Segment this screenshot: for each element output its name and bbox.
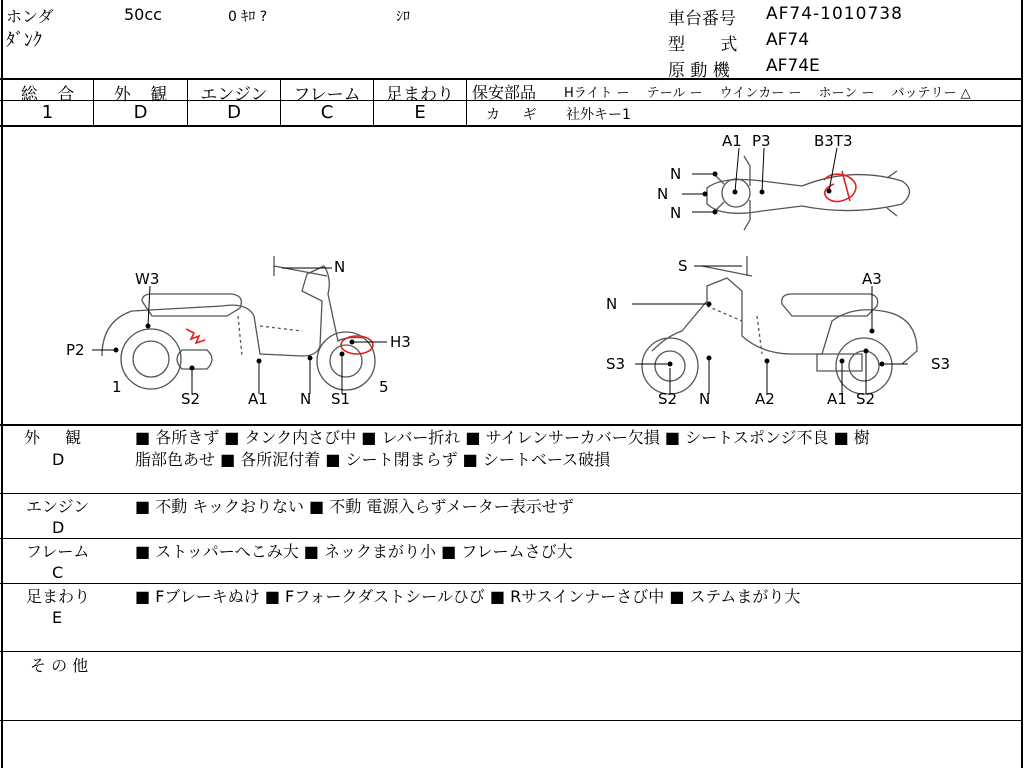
type-label: 型 式 xyxy=(668,35,738,55)
label-left-a1: A1 xyxy=(248,390,268,408)
engine-value: AF74E xyxy=(766,56,820,76)
remark-grade-suspension: E xyxy=(52,608,63,627)
label-right-a1: A1 xyxy=(827,390,847,408)
label-top-n3: N xyxy=(670,204,682,222)
label-top-n1: N xyxy=(670,165,682,183)
label-right-s2-left: S2 xyxy=(658,390,678,408)
label-right-s: S xyxy=(678,257,688,275)
grade-total: 1 xyxy=(41,102,54,123)
grade-suspension: E xyxy=(414,102,426,123)
key-label: カ ギ xyxy=(486,107,537,123)
label-left-n: N xyxy=(300,390,312,408)
remark-cat-other: そ の 他 xyxy=(30,656,89,675)
label-top-a1: A1 xyxy=(722,132,742,150)
grade-frame: C xyxy=(320,102,334,123)
label-left-w3: W3 xyxy=(135,270,160,288)
frame-no: AF74-1010738 xyxy=(766,4,903,24)
remark-cat-exterior: 外 観 xyxy=(24,428,82,447)
key-value: 社外キー1 xyxy=(566,107,631,123)
remark-text-engine: ■ 不動 キックおりない ■ 不動 電源入らずメーター表示せず xyxy=(135,497,574,516)
remark-cat-engine: エンジン xyxy=(26,497,90,516)
grade-header-frame: フレーム xyxy=(293,85,361,105)
model-name: ﾀﾞﾝｸ xyxy=(6,30,42,51)
label-left-p2: P2 xyxy=(66,341,85,359)
remark-grade-frame: C xyxy=(52,563,64,582)
grade-engine: D xyxy=(227,102,241,123)
label-right-n: N xyxy=(699,390,711,408)
safety-items: Hライト ー テール ー ウインカー ー ホーン ー バッテリー △ xyxy=(564,86,971,101)
mileage: 0 ｷﾛ ? xyxy=(228,9,268,25)
remark-text-suspension: ■ Fブレーキぬけ ■ Fフォークダストシールひび ■ Rサスインナーさび中 ■ ステムまがり大 xyxy=(135,587,801,606)
label-left-1: 1 xyxy=(112,378,122,396)
grade-header-suspension: 足まわり xyxy=(386,85,454,105)
label-left-n-top: N xyxy=(334,258,346,276)
grade-exterior: D xyxy=(133,102,148,123)
safety-label: 保安部品 xyxy=(472,83,537,102)
remark-text-exterior-2: 脂部色あせ ■ 各所泥付着 ■ シート閉まらず ■ シートベース破損 xyxy=(135,450,611,469)
remark-grade-exterior: D xyxy=(52,450,65,469)
frame-no-label: 車台番号 xyxy=(668,9,736,29)
remark-text-frame: ■ ストッパーへこみ大 ■ ネックまがり小 ■ フレームさび大 xyxy=(135,542,573,561)
grade-header-total: 総 合 xyxy=(20,85,75,105)
label-top-p3: P3 xyxy=(752,132,771,150)
label-left-s2: S2 xyxy=(181,390,201,408)
damage-diagram xyxy=(2,126,1022,422)
label-top-b3t3: B3T3 xyxy=(814,132,853,150)
label-top-n2: N xyxy=(657,185,669,203)
grade-header-exterior: 外 観 xyxy=(113,85,168,105)
maker: ホンダ xyxy=(6,7,54,26)
grade-header-engine: エンジン xyxy=(200,85,268,105)
remark-grade-engine: D xyxy=(52,518,65,537)
type-value: AF74 xyxy=(766,30,810,50)
engine-label: 原 動 機 xyxy=(668,61,730,81)
remark-cat-suspension: 足まわり xyxy=(26,587,91,606)
label-left-s1: S1 xyxy=(331,390,351,408)
remark-cat-frame: フレーム xyxy=(26,542,90,561)
label-right-a3: A3 xyxy=(862,270,882,288)
label-right-a2: A2 xyxy=(755,390,775,408)
label-right-s2-right: S2 xyxy=(856,390,876,408)
label-right-n-top: N xyxy=(606,295,618,313)
color: ｼﾛ xyxy=(396,9,410,25)
label-left-h3: H3 xyxy=(390,333,411,351)
label-left-5: 5 xyxy=(379,378,389,396)
label-right-s3-right: S3 xyxy=(931,355,951,373)
label-right-s3-left: S3 xyxy=(606,355,626,373)
displacement: 50cc xyxy=(124,5,162,24)
remark-text-exterior-1: ■ 各所きず ■ タンク内さび中 ■ レバー折れ ■ サイレンサーカバー欠損 ■ シートスポンジ不良 ■ 樹 xyxy=(135,428,870,447)
